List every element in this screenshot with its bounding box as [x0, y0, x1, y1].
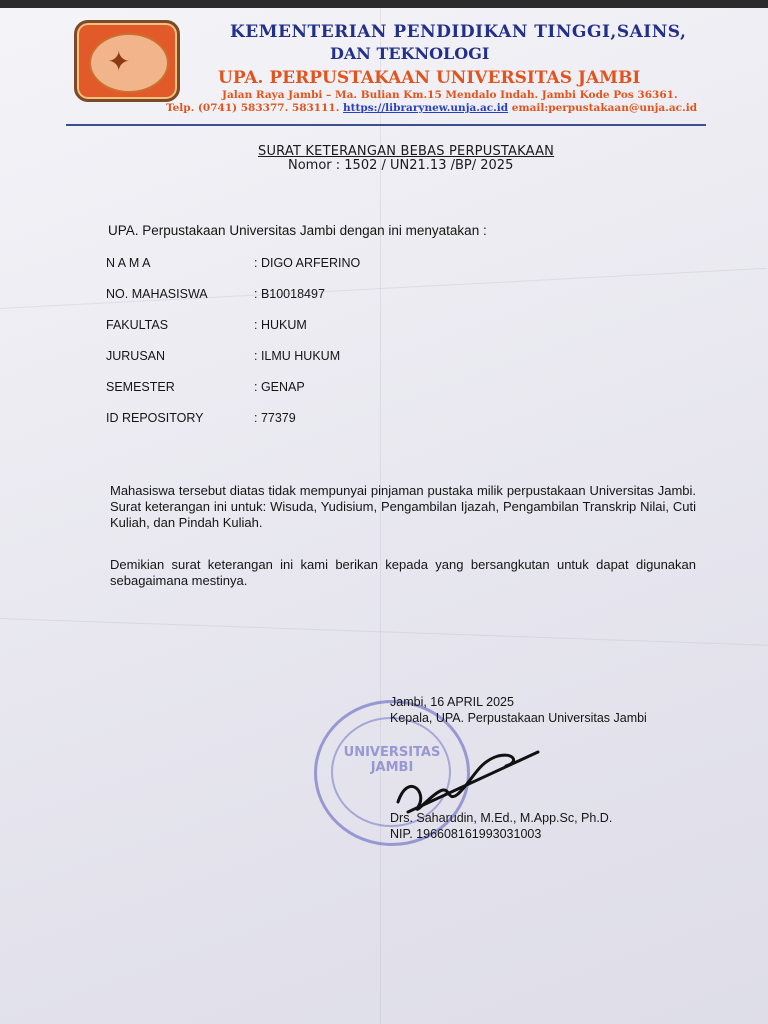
email-text: email:perpustakaan@unja.ac.id: [511, 102, 698, 114]
handwritten-signature: [388, 732, 548, 822]
paper-crease: [0, 618, 768, 646]
library-unit-name: UPA. PERPUSTAKAAN UNIVERSITAS JAMBI: [218, 68, 641, 88]
ministry-name-line1: KEMENTERIAN PENDIDIKAN TINGGI,SAINS,: [230, 22, 687, 42]
field-value-jurusan: : ILMU HUKUM: [254, 349, 341, 363]
field-label-id-repository: ID REPOSITORY: [106, 411, 204, 425]
letterhead-divider: [66, 124, 706, 126]
stamp-text: UNIVERSITAS JAMBI: [343, 745, 441, 775]
signer-name: Drs. Saharudin, M.Ed., M.App.Sc, Ph.D.: [390, 811, 613, 825]
intro-statement: UPA. Perpustakaan Universitas Jambi dengan ini menyatakan :: [108, 223, 487, 238]
place-date: Jambi, 16 APRIL 2025: [390, 695, 514, 709]
field-value-nama: : DIGO ARFERINO: [254, 256, 361, 270]
field-label-semester: SEMESTER: [106, 380, 175, 394]
library-address: Jalan Raya Jambi – Ma. Bulian Km.15 Mendalo Indah. Jambi Kode Pos 36361.: [222, 89, 678, 101]
signer-position: Kepala, UPA. Perpustakaan Universitas Jambi: [390, 711, 647, 725]
document-title: SURAT KETERANGAN BEBAS PERPUSTAKAAN: [258, 144, 555, 159]
field-value-no-mahasiswa: : B10018497: [254, 287, 325, 301]
website-link[interactable]: https://librarynew.unja.ac.id: [343, 102, 509, 114]
statement-paragraph: Mahasiswa tersebut diatas tidak mempunyai pinjaman pustaka milik perpustakaan Universitas Jambi. Surat keterangan ini untuk: Wisuda, Yudisium, Pengambilan Ijazah, Pengambilan Transkrip Nilai, Cuti Kuliah, dan Pindah Kuliah.: [110, 483, 696, 530]
signer-nip: NIP. 196608161993031003: [390, 827, 542, 841]
library-contact: [166, 102, 697, 114]
document-number: Nomor : 1502 / UN21.13 /BP/ 2025: [288, 158, 514, 173]
field-value-semester: : GENAP: [254, 380, 305, 394]
ministry-name-line2: DAN TEKNOLOGI: [330, 44, 490, 63]
field-label-no-mahasiswa: NO. MAHASISWA: [106, 287, 208, 301]
field-value-id-repository: : 77379: [254, 411, 296, 425]
letter-page: [0, 8, 768, 1024]
phone-text: Telp. (0741) 583377. 583111.: [166, 102, 340, 114]
closing-paragraph: Demikian surat keterangan ini kami berikan kepada yang bersangkutan untuk dapat digunakan sebagaimana mestinya.: [110, 557, 696, 588]
university-emblem-icon: ✦: [74, 20, 180, 102]
field-label-nama: N A M A: [106, 256, 151, 270]
field-label-fakultas: FAKULTAS: [106, 318, 169, 332]
field-label-jurusan: JURUSAN: [106, 349, 166, 363]
field-value-fakultas: : HUKUM: [254, 318, 307, 332]
